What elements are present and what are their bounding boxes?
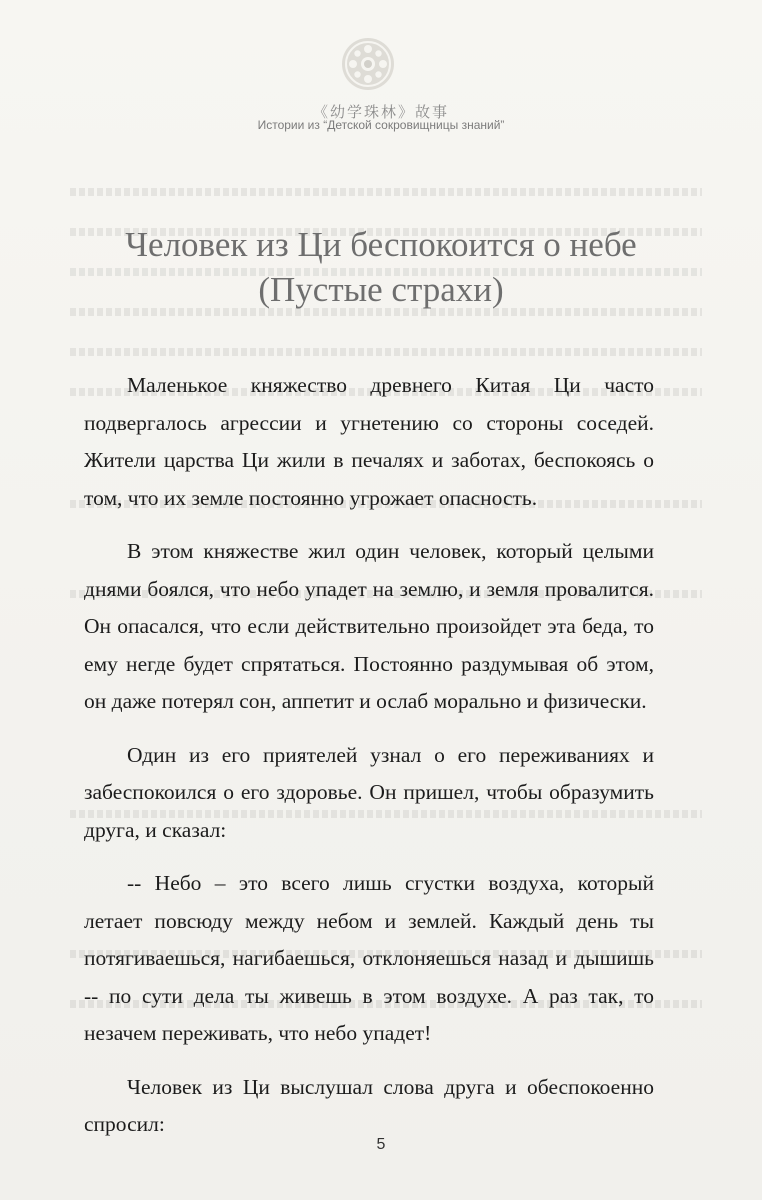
paragraph: Маленькое княжество древнего Китая Ци часто подвергалось агрессии и угнетению со стороны соседей. Жители царства Ци жили в печалях и заботах, беспокоясь о том, что их земле постоянно угрожает опасность. xyxy=(84,373,654,510)
paragraph: Один из его приятелей узнал о его переживаниях и забеспокоился о его здоровье. Он пришел, чтобы образумить друга, и сказал: xyxy=(84,742,654,842)
paragraph: В этом княжестве жил один человек, который целыми днями боялся, что небо упадет на землю, и земля провалится. Он опасался, что если действительно произойдет эта беда, то ему негде будет спрятаться. Постоянно раздумывая об этом, он даже потерял сон, аппетит и ослаб морально и физически. xyxy=(84,539,654,713)
story-title-line-2: (Пустые страхи) xyxy=(258,270,504,309)
paragraph: -- Небо – это всего лишь сгустки воздуха, который летает повсюду между небом и землей. Каждый день ты потягиваешься, нагибаешься, отклоняешься назад и дышишь -- по сути дела ты живешь в этом воздухе. А раз так, то незачем переживать, что небо упадет! xyxy=(84,871,654,1045)
series-title-chinese: 《幼学珠林》故事 xyxy=(312,103,449,121)
round-ornament-logo-icon xyxy=(340,36,396,92)
page-number: 5 xyxy=(376,1136,386,1153)
series-title-russian: Истории из “Детской сокровищницы знаний” xyxy=(257,118,505,132)
story-title xyxy=(40,222,722,312)
paragraph: Человек из Ци выслушал слова друга и обеспокоенно спросил: xyxy=(84,1074,654,1136)
story-title-line-1: Человек из Ци беспокоится о небе xyxy=(125,225,637,264)
story-body xyxy=(84,367,654,1160)
